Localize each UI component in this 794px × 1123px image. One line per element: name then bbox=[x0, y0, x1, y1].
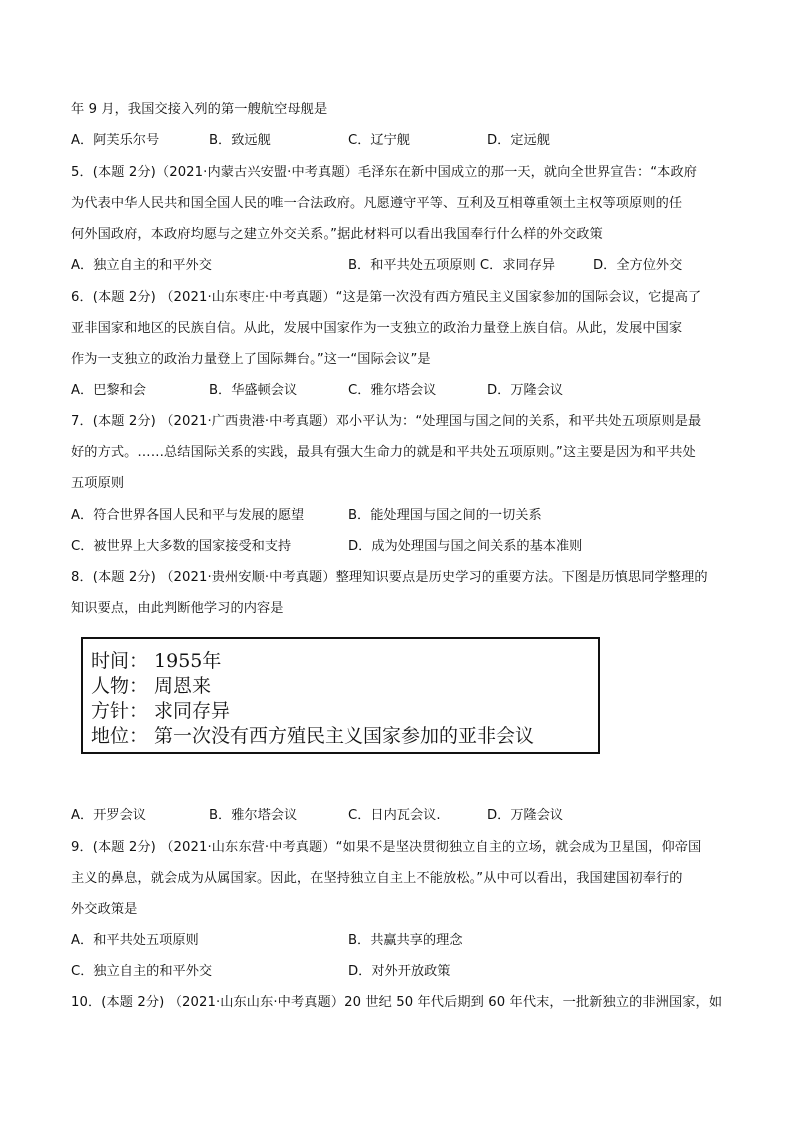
q7-option-c: C．被世界上大多数的国家接受和支持 bbox=[71, 539, 292, 554]
q8-stem-line-1: 8．(本题 2分) （2021·贵州安顺·中考真题）整理知识要点是历史学习的重要方法。下图是历慎思同学整理的 bbox=[71, 570, 708, 585]
q9-stem-line-2: 主义的鼻息，就会成为从属国家。因此，在坚持独立自主上不能放松。”从中可以看出，我国建国初奉行的 bbox=[71, 871, 683, 886]
q6-option-b: B．华盛顿会议 bbox=[209, 383, 298, 398]
q9-option-b: B．共赢共享的理念 bbox=[348, 933, 463, 948]
q6-option-a: A．巴黎和会 bbox=[71, 383, 146, 398]
q4-option-b: B．致远舰 bbox=[209, 133, 271, 148]
q8-stem-line-2: 知识要点，由此判断他学习的内容是 bbox=[71, 601, 284, 616]
q5-stem-line-2: 为代表中华人民共和国全国人民的唯一合法政府。凡愿遵守平等、互利及互相尊重领土主权等项原则的任 bbox=[71, 196, 683, 211]
q9-stem-line-1: 9．(本题 2分) （2021·山东东营·中考真题）“如果不是坚决贯彻独立自主的立场，就会成为卫星国，仰帝国 bbox=[71, 840, 702, 855]
figure-person: 人物： 周恩来 bbox=[91, 675, 212, 697]
q8-option-c: C．日内瓦会议. bbox=[348, 808, 441, 823]
q6-stem-line-1: 6．(本题 2分) （2021·山东枣庄·中考真题）“这是第一次没有西方殖民主义国家参加的国际会议，它提高了 bbox=[71, 290, 702, 305]
q5-option-a: A．独立自主的和平外交 bbox=[71, 258, 212, 273]
q5-stem-line-3: 何外国政府，本政府均愿与之建立外交关系。”据此材料可以看出我国奉行什么样的外交政策 bbox=[71, 227, 603, 242]
figure-time: 时间： 1955年 bbox=[91, 650, 222, 672]
q7-stem-line-2: 好的方式。……总结国际关系的实践，最具有强大生命力的就是和平共处五项原则。”这主要是因为和平共处 bbox=[71, 445, 696, 460]
q8-option-d: D．万隆会议 bbox=[487, 808, 564, 823]
knowledge-summary-figure bbox=[81, 637, 600, 754]
q7-option-a: A．符合世界各国人民和平与发展的愿望 bbox=[71, 508, 305, 523]
q10-stem-line-1: 10．(本题 2分) （2021·山东山东·中考真题）20 世纪 50 年代后期到 60 年代末，一批新独立的非洲国家，如 bbox=[71, 995, 723, 1010]
q5-option-d: D．全方位外交 bbox=[593, 258, 683, 273]
q7-stem-line-3: 五项原则 bbox=[71, 476, 125, 491]
q5-stem-line-1: 5．(本题 2分)（2021·内蒙古兴安盟·中考真题）毛泽东在新中国成立的那一天，就向全世界宣告：“本政府 bbox=[71, 165, 698, 180]
q9-stem-line-3: 外交政策是 bbox=[71, 902, 138, 917]
q9-option-a: A．和平共处五项原则 bbox=[71, 933, 199, 948]
q6-stem-line-2: 亚非国家和地区的民族自信。从此，发展中国家作为一支独立的政治力量登上族自信。从此，发展中国家 bbox=[71, 321, 683, 336]
q9-option-d: D．对外开放政策 bbox=[348, 964, 451, 979]
q7-option-b: B．能处理国与国之间的一切关系 bbox=[348, 508, 542, 523]
q4-option-d: D．定远舰 bbox=[487, 133, 550, 148]
q5-option-bc: B．和平共处五项原则 C．求同存异 bbox=[348, 258, 556, 273]
q4-option-c: C．辽宁舰 bbox=[348, 133, 410, 148]
figure-policy: 方针： 求同存异 bbox=[91, 700, 231, 722]
q9-option-c: C．独立自主的和平外交 bbox=[71, 964, 213, 979]
q4-stem-tail: 年 9 月，我国交接入列的第一艘航空母舰是 bbox=[71, 102, 328, 117]
q6-stem-line-3: 作为一支独立的政治力量登上了国际舞台。”这一“国际会议”是 bbox=[71, 352, 431, 367]
q4-option-a: A．阿芙乐尔号 bbox=[71, 133, 160, 148]
q6-option-c: C．雅尔塔会议 bbox=[348, 383, 437, 398]
figure-status: 地位： 第一次没有西方殖民主义国家参加的亚非会议 bbox=[91, 725, 535, 747]
q8-option-b: B．雅尔塔会议 bbox=[209, 808, 298, 823]
q6-option-d: D．万隆会议 bbox=[487, 383, 564, 398]
q7-option-d: D．成为处理国与国之间关系的基本准则 bbox=[348, 539, 583, 554]
q7-stem-line-1: 7．(本题 2分) （2021·广西贵港·中考真题）邓小平认为：“处理国与国之间的关系，和平共处五项原则是最 bbox=[71, 414, 702, 429]
q8-option-a: A．开罗会议 bbox=[71, 808, 146, 823]
